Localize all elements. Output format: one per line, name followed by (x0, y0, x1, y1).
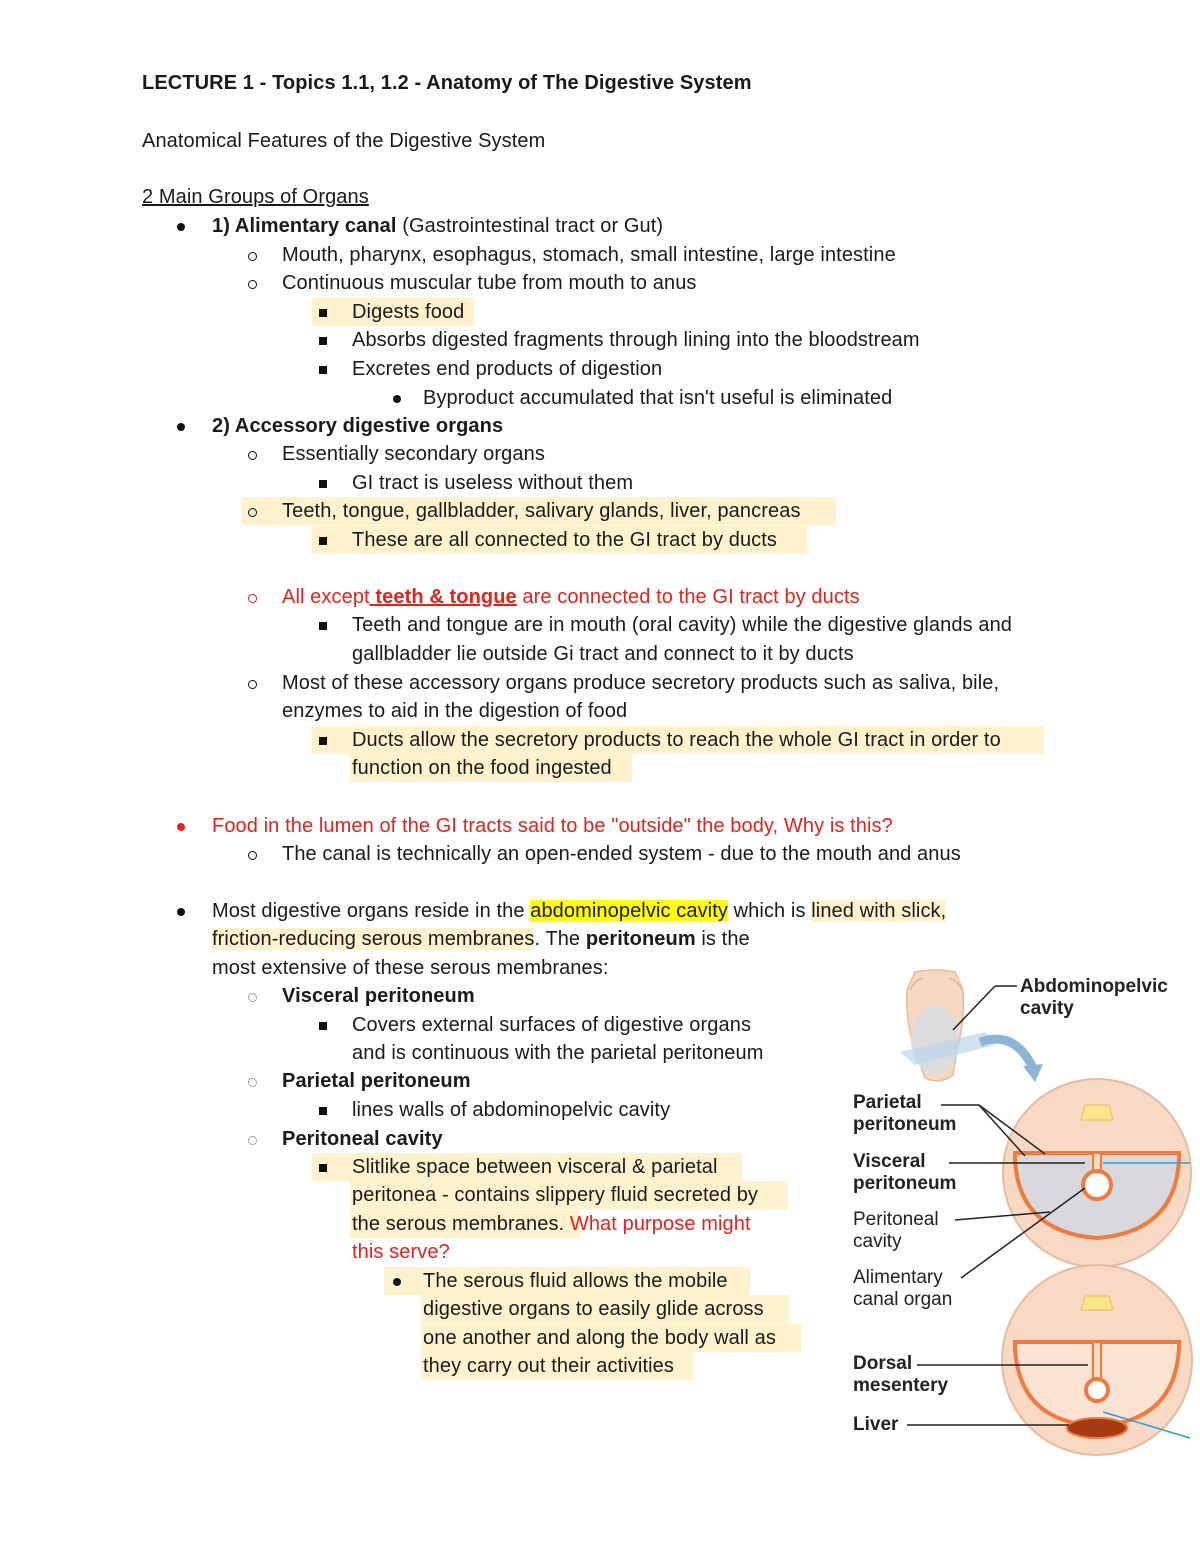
list-item-visceral-1: Covers external surfaces of digestive organs (352, 1014, 752, 1036)
list-item-connected: These are all connected to the GI tract by ducts (352, 529, 778, 551)
bullet-dot-icon (177, 423, 185, 431)
list-item-slit-2: peritonea - contains slippery fluid secreted by (352, 1184, 759, 1206)
label-line: Peritoneal (853, 1209, 939, 1230)
list-item-food-lumen: Food in the lumen of the GI tracts said to be "outside" the body, Why is this? (212, 815, 893, 837)
list-item-serous-1: The serous fluid allows the mobile (423, 1270, 728, 1292)
list-item-byproduct: Byproduct accumulated that isn't useful is eliminated (423, 387, 893, 409)
bullet-ring-icon (248, 594, 257, 603)
list-item-most-organs-3: most extensive of these serous membranes: (212, 957, 609, 979)
list-item-absorbs: Absorbs digested fragments through lining into the bloodstream (352, 329, 920, 351)
lower-organ-shape (1086, 1379, 1108, 1401)
alimentary-organ-shape (1083, 1171, 1111, 1199)
bullet-dot-icon (177, 908, 185, 916)
bullet-square-icon (319, 1107, 327, 1115)
list-item-serous-2: digestive organs to easily glide across (423, 1298, 764, 1320)
most-text: is the (695, 928, 750, 950)
page-title: LECTURE 1 - Topics 1.1, 1.2 - Anatomy of The Digestive System (142, 72, 752, 94)
figure-label-alimentary (853, 1267, 952, 1311)
bullet-dot-icon (177, 223, 185, 231)
page-subtitle: Anatomical Features of the Digestive System (142, 130, 546, 152)
most-text: Most digestive organs reside in the (212, 900, 531, 922)
list-item-teeth-mouth-1: Teeth and tongue are in mouth (oral cavity) while the digestive glands and (352, 614, 1013, 636)
peritoneum-figure (845, 960, 1200, 1460)
slit-text: the serous membranes. (352, 1213, 565, 1235)
list-item-serous-3: one another and along the body wall as (423, 1327, 776, 1349)
section-heading: 2 Main Groups of Organs (142, 186, 369, 208)
list-item-slit-4: this serve? (352, 1241, 450, 1263)
list-item-secondary: Essentially secondary organs (282, 443, 545, 465)
list-item-ducts-2: function on the food ingested (352, 757, 612, 779)
list-item-slit-1: Slitlike space between visceral & parietal (352, 1156, 718, 1178)
label-line: Dorsal (853, 1353, 913, 1374)
list-item-visceral-2: and is continuous with the parietal peritoneum (352, 1042, 764, 1064)
list-item-parietal-1: lines walls of abdominopelvic cavity (352, 1099, 671, 1121)
figure-label-abdominopelvic (1020, 976, 1168, 1020)
list-item-mouth: Mouth, pharynx, esophagus, stomach, small intestine, large intestine (282, 244, 896, 266)
list-item-teeth: Teeth, tongue, gallbladder, salivary glands, liver, pancreas (282, 500, 801, 522)
figure-label-visceral (853, 1151, 956, 1195)
label-line: Alimentary (853, 1267, 943, 1288)
bullet-ring-icon (248, 1136, 257, 1145)
bullet-square-icon (319, 1022, 327, 1030)
list-item-secretory-1: Most of these accessory organs produce secretory products such as saliva, bile, (282, 672, 1000, 694)
bullet-square-icon (319, 337, 327, 345)
bullet-square-icon (319, 309, 327, 317)
bullet-ring-icon (248, 1078, 257, 1087)
figure-label-peritoneal-cavity (853, 1209, 939, 1253)
label-line: Visceral (853, 1151, 926, 1172)
list-item-alimentary (212, 212, 663, 240)
bullet-square-icon (319, 622, 327, 630)
list-item-peritoneal-cavity: Peritoneal cavity (282, 1128, 443, 1150)
list-item-muscular-tube: Continuous muscular tube from mouth to anus (282, 272, 697, 294)
label-line: mesentery (853, 1375, 949, 1396)
arrow-icon (980, 1039, 1033, 1068)
list-item-except (282, 583, 860, 611)
teeth-tongue-emphasis: teeth & tongue (369, 586, 517, 608)
list-item-useless: GI tract is useless without them (352, 472, 634, 494)
list-item-teeth-mouth-2: gallbladder lie outside Gi tract and connect to it by ducts (352, 643, 854, 665)
bullet-ring-icon (248, 680, 257, 689)
bullet-ring-icon (248, 508, 257, 517)
arrow-head-icon (1023, 1064, 1043, 1082)
label-line: peritoneum (853, 1173, 957, 1194)
figure-label-liver: Liver (853, 1414, 899, 1435)
bullet-ring-icon (248, 252, 257, 261)
bullet-square-icon (319, 737, 327, 745)
except-text-end: are connected to the GI tract by ducts (516, 586, 860, 608)
list-item-accessory: 2) Accessory digestive organs (212, 415, 504, 437)
vertebra-shape (1081, 1105, 1113, 1120)
list-item-digests: Digests food (352, 301, 465, 323)
bullet-dot-icon (177, 823, 185, 831)
bullet-dot-icon (393, 395, 401, 403)
label-line: cavity (853, 1231, 902, 1252)
bullet-square-icon (319, 480, 327, 488)
list-item-excretes: Excretes end products of digestion (352, 358, 663, 380)
bullet-square-icon (319, 1164, 327, 1172)
most-text: which is (727, 900, 812, 922)
friction-highlight: friction-reducing serous membranes (212, 928, 535, 950)
liver-shape (1067, 1418, 1127, 1438)
label-line: Abdominopelvic (1020, 976, 1168, 997)
abdominopelvic-highlight: abdominopelvic cavity (530, 900, 728, 922)
bullet-dot-icon (393, 1278, 401, 1286)
list-item-slit-3 (352, 1210, 751, 1238)
bullet-ring-icon (248, 993, 257, 1002)
alimentary-label: 1) Alimentary canal (212, 215, 397, 237)
vertebra-shape (1081, 1296, 1113, 1310)
list-item-most-organs-2 (212, 925, 750, 953)
lined-highlight: lined with slick, (811, 900, 947, 922)
figure-label-parietal (853, 1092, 956, 1136)
bullet-ring-icon (248, 451, 257, 460)
label-line: canal organ (853, 1289, 953, 1310)
list-item-secretory-2: enzymes to aid in the digestion of food (282, 700, 628, 722)
list-item-parietal: Parietal peritoneum (282, 1070, 471, 1092)
list-item-serous-4: they carry out their activities (423, 1355, 674, 1377)
list-item-most-organs-1 (212, 897, 946, 925)
question-text: What purpose might (564, 1213, 751, 1235)
bullet-ring-icon (248, 851, 257, 860)
bullet-ring-icon (248, 280, 257, 289)
except-text: All except (282, 586, 370, 608)
alimentary-detail: (Gastrointestinal tract or Gut) (396, 215, 664, 237)
list-item-ducts-1: Ducts allow the secretory products to reach the whole GI tract in order to (352, 729, 1001, 751)
label-line: Parietal (853, 1092, 922, 1113)
label-line: peritoneum (853, 1114, 957, 1135)
peritoneum-term: peritoneum (585, 928, 696, 950)
most-text: . The (534, 928, 586, 950)
bullet-square-icon (319, 537, 327, 545)
list-item-visceral: Visceral peritoneum (282, 985, 475, 1007)
bullet-square-icon (319, 366, 327, 374)
list-item-open-ended: The canal is technically an open-ended system - due to the mouth and anus (282, 843, 961, 865)
figure-label-dorsal (853, 1353, 948, 1397)
label-line: cavity (1020, 998, 1074, 1019)
